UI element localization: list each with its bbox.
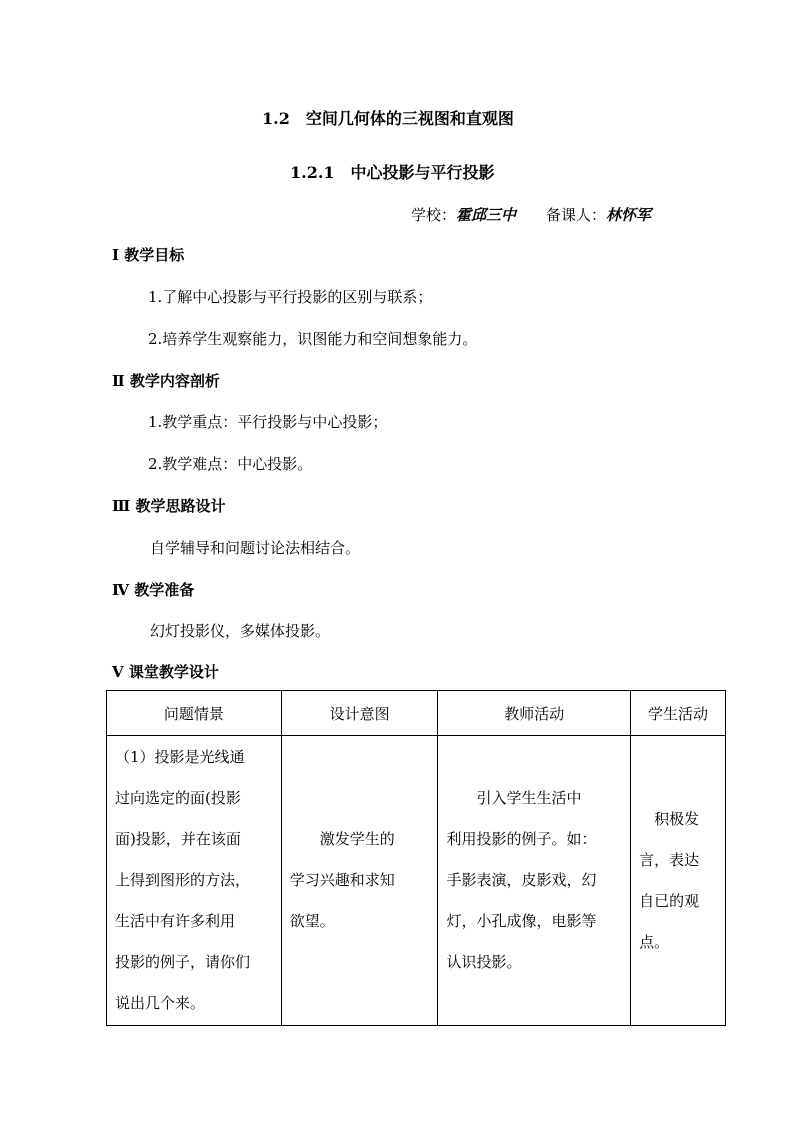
section-heading-design: Ⅴ 课堂教学设计: [112, 663, 219, 681]
cell-line: 手影表演，皮影戏，幻: [446, 871, 597, 889]
analysis-item: 1.教学重点：平行投影与中心投影；: [148, 413, 388, 431]
table-row: [107, 736, 726, 1026]
teacher-activity-cell: [438, 736, 631, 1026]
cell-line: 欲望。: [289, 912, 335, 930]
cell-line: 生活中有许多利用: [115, 912, 236, 930]
cell-line: 认识投影。: [446, 953, 522, 971]
cell-line: 上得到图形的方法，: [115, 871, 251, 889]
table-header-cell: 教师活动: [438, 691, 631, 736]
cell-line: 点。: [639, 932, 670, 951]
student-activity-cell: [631, 736, 726, 1026]
cell-line: 引入学生生活中: [446, 789, 582, 807]
cell-line: 利用投影的例子。如：: [446, 830, 597, 848]
lesson-design-table: [106, 690, 726, 1026]
section-heading-approach: Ⅲ 教学思路设计: [112, 497, 226, 515]
cell-line: 过向选定的面(投影: [115, 789, 241, 807]
cell-line: （1）投影是光线通: [115, 748, 245, 766]
cell-line: 激发学生的: [289, 830, 395, 848]
cell-line: 灯，小孔成像，电影等: [446, 912, 597, 930]
section-heading-preparation: Ⅳ 教学准备: [112, 581, 195, 599]
table-header-cell: 设计意图: [281, 691, 438, 736]
design-intent-cell: [281, 736, 438, 1026]
teacher-name: 林怀军: [606, 206, 652, 224]
cell-line: 说出几个来。: [115, 994, 206, 1012]
section-heading-objectives: Ⅰ 教学目标: [112, 246, 185, 264]
table-header-cell: 学生活动: [631, 691, 726, 736]
preparation-item: 幻灯投影仪，多媒体投影。: [150, 622, 331, 640]
school-label: 学校：: [411, 206, 457, 224]
cell-line: 自已的观: [639, 891, 700, 910]
table-header-row: [107, 691, 726, 736]
teacher-label: 备课人：: [546, 206, 607, 224]
cell-line: 积极发: [639, 809, 700, 828]
byline: [411, 204, 651, 225]
cell-line: 学习兴趣和求知: [289, 871, 395, 889]
objective-item: 2.培养学生观察能力，识图能力和空间想象能力。: [148, 330, 478, 348]
section-heading-analysis: Ⅱ 教学内容剖析: [112, 372, 220, 390]
cell-line: 言，表达: [639, 850, 700, 869]
cell-line: 面)投影，并在该面: [115, 830, 241, 848]
page-title: 1.2 空间几何体的三视图和直观图: [262, 109, 514, 128]
approach-item: 自学辅导和问题讨论法相结合。: [150, 539, 361, 557]
problem-scenario-cell: [107, 736, 282, 1026]
table-header-cell: 问题情景: [107, 691, 282, 736]
objective-item: 1.了解中心投影与平行投影的区别与联系；: [148, 288, 433, 306]
analysis-item: 2.教学难点：中心投影。: [148, 455, 313, 473]
school-name: 霍邱三中: [456, 206, 517, 224]
cell-line: 投影的例子，请你们: [115, 953, 251, 971]
page-subtitle: 1.2.1 中心投影与平行投影: [290, 163, 495, 182]
